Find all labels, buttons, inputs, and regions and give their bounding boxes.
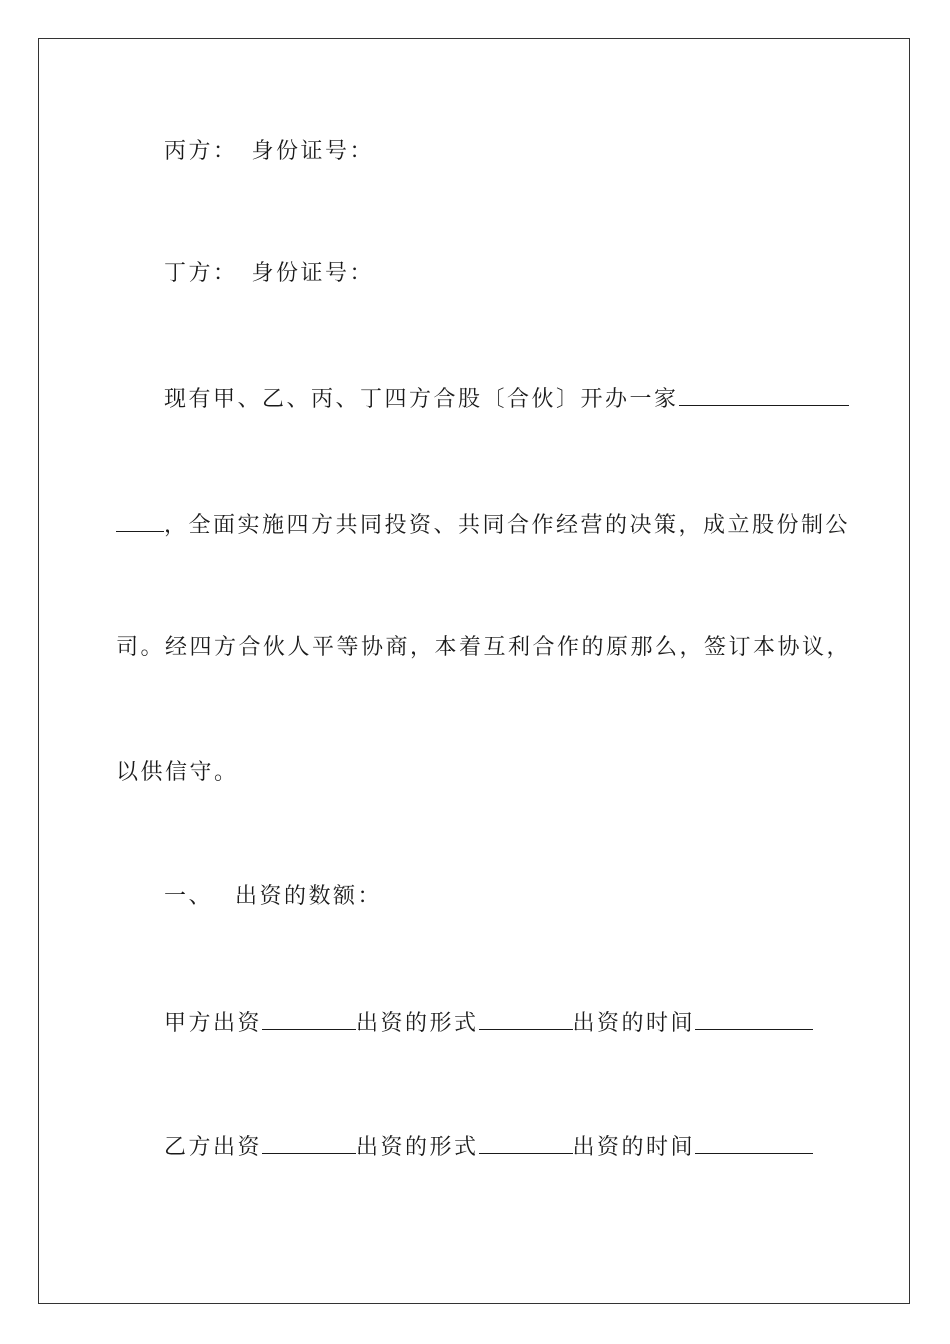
page-frame: [38, 38, 910, 1304]
contribution-party: 乙方出资: [164, 1135, 263, 1160]
party-d-label: 丁方：: [164, 261, 238, 286]
intro-line-3: [116, 633, 852, 663]
contribution-party: 甲方出资: [164, 1011, 263, 1036]
form-blank: [479, 1131, 573, 1154]
time-blank: [695, 1131, 813, 1154]
party-d-id-label: 身份证号：: [251, 261, 375, 286]
time-blank: [695, 1007, 813, 1030]
party-d-line: [164, 259, 886, 289]
contribution-form-label: 出资的形式: [356, 1135, 479, 1160]
intro-line-1: [164, 383, 886, 415]
section-1-title: 出资的数额：: [235, 884, 383, 909]
party-c-label: 丙方：: [164, 139, 238, 164]
company-name-blank: [679, 383, 849, 406]
contribution-time-label: 出资的时间: [572, 1135, 696, 1160]
party-c-line: [164, 137, 886, 167]
section-1-heading: [164, 882, 886, 912]
intro-line-2: [116, 509, 851, 541]
intro-text-2: ，全面实施四方共同投资、共同合作经营的决策，成立股份制公: [164, 513, 851, 538]
section-1-number: 一、: [164, 884, 214, 909]
contribution-form-label: 出资的形式: [356, 1011, 479, 1036]
contribution-row: [164, 1007, 886, 1039]
intro-line-4: [116, 758, 838, 788]
company-name-blank-continued: [116, 509, 164, 532]
intro-text-1: 现有甲、乙、丙、丁四方合股〔合伙〕开办一家: [164, 387, 679, 412]
form-blank: [479, 1007, 573, 1030]
contribution-time-label: 出资的时间: [572, 1011, 696, 1036]
intro-text-4: 以供信守。: [116, 760, 239, 785]
intro-text-3: 司。经四方合伙人平等协商，本着互利合作的原那么，签订本协议，: [116, 635, 852, 660]
contribution-row: [164, 1131, 886, 1163]
party-c-id-label: 身份证号：: [251, 139, 375, 164]
amount-blank: [262, 1131, 356, 1154]
amount-blank: [262, 1007, 356, 1030]
